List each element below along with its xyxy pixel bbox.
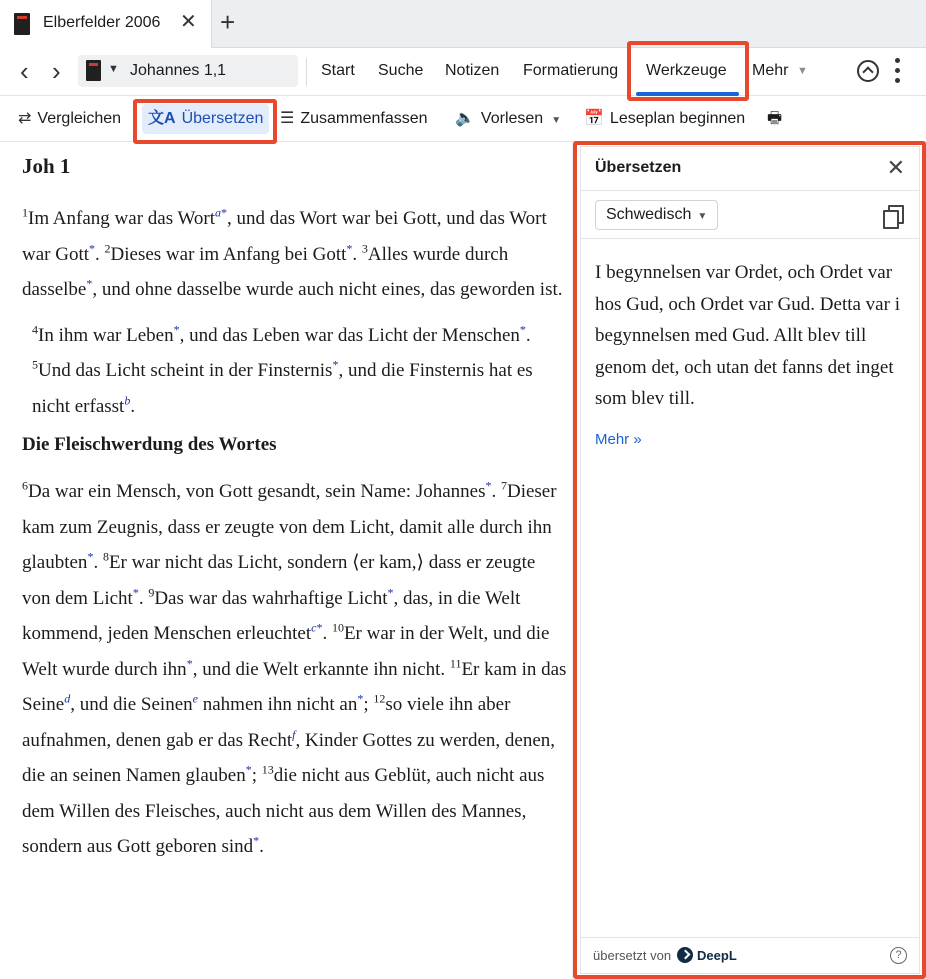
reference-marker[interactable]: * — [346, 241, 353, 256]
chevron-down-icon: ▼ — [697, 211, 708, 222]
more-options-icon[interactable] — [895, 58, 901, 84]
tools-toolbar — [0, 96, 926, 142]
verse-number: 7 — [500, 478, 507, 493]
verse-number: 12 — [373, 691, 386, 706]
verse-text: Er war in der Welt, und die Welt wurde durch ihn — [22, 623, 550, 680]
reference-marker[interactable]: * — [357, 691, 364, 706]
reference-marker[interactable]: * — [89, 241, 96, 256]
collapse-up-icon[interactable] — [857, 60, 879, 82]
panel-footer — [581, 937, 919, 973]
verse-text: Dieser kam zum Zeugnis, dass er zeugte von dem Licht, damit alle durch ihn glaubten — [22, 481, 557, 573]
summarize-button[interactable] — [280, 108, 428, 130]
verse-text: , und die Welt erkannte ihn nicht. — [192, 658, 446, 680]
nav-bar — [0, 48, 926, 96]
chevron-down-icon: ▼ — [797, 65, 808, 77]
reading-plan-button[interactable] — [584, 108, 745, 130]
speaker-icon: 🔈 — [455, 110, 475, 127]
verse-number: 8 — [102, 549, 109, 564]
verse-number: 2 — [104, 241, 111, 256]
menu-werkzeuge[interactable]: Werkzeuge — [646, 62, 727, 79]
translation-text: I begynnelsen var Ordet, och Ordet var hos Gud, och Ordet var Gud. Detta var i begynnelsen med Gud. Allt blev till genom det, och utan det fanns det inget som blev till. — [595, 262, 900, 409]
panel-title: Übersetzen — [595, 159, 682, 176]
tab-bar — [0, 0, 926, 48]
verse-text: , und die Seinen — [70, 694, 193, 715]
tab-title: Elberfelder 2006 — [43, 14, 161, 31]
verse-text: Er kam in das Seine — [22, 658, 567, 715]
verse-number: 4 — [32, 322, 38, 337]
reference-marker[interactable]: * — [332, 357, 339, 372]
read-aloud-button[interactable] — [455, 108, 561, 130]
translate-icon: 文A — [148, 110, 176, 127]
close-icon[interactable]: ✕ — [886, 155, 905, 180]
close-tab-icon[interactable]: ✕ — [180, 11, 197, 33]
reference-marker[interactable]: * — [221, 205, 228, 220]
verse-number: 1 — [22, 205, 28, 220]
verse-text: In ihm war Leben — [38, 324, 174, 346]
section-heading: Die Fleischwerdung des Wortes — [22, 434, 277, 455]
verse-text: Da war ein Mensch, von Gott gesandt, sein Name: Johannes — [28, 481, 486, 502]
verse-number: 11 — [449, 656, 462, 671]
back-arrow-icon[interactable]: ‹ — [20, 56, 29, 86]
language-row — [581, 191, 919, 239]
bible-text — [22, 148, 568, 978]
verse-number: 6 — [22, 478, 28, 493]
verse-text: Im Anfang war das Wort — [28, 208, 216, 229]
footer-prefix: übersetzt von — [593, 948, 672, 963]
more-link[interactable]: Mehr » — [595, 431, 642, 448]
reference-marker[interactable]: * — [87, 549, 94, 564]
read-aloud-label: Vorlesen — [480, 110, 544, 127]
footer-brand: DeepL — [697, 948, 737, 963]
verse-number: 13 — [261, 762, 274, 777]
translated-by — [593, 947, 737, 963]
menu-notizen[interactable]: Notizen — [445, 62, 500, 79]
tab-elberfelder[interactable] — [0, 0, 212, 48]
menu-formatierung[interactable]: Formatierung — [523, 62, 619, 79]
reference-marker[interactable]: * — [519, 322, 526, 337]
verse-text: , Kinder Gottes zu werden, denen, die an seinen Namen glauben — [22, 729, 556, 786]
swap-icon: ⇄ — [18, 110, 32, 127]
verse-text: , und das Wort war bei Gott, und das Wort war Gott — [22, 208, 547, 265]
language-value: Schwedisch — [606, 206, 692, 223]
bible-icon — [86, 60, 101, 81]
chevron-down-icon: ▼ — [551, 115, 562, 126]
footnote-marker[interactable]: f — [292, 727, 296, 742]
divider — [572, 145, 573, 979]
verse-text: Das war das wahrhaftige Licht — [154, 587, 388, 609]
reference-marker[interactable]: * — [86, 276, 93, 291]
footnote-marker[interactable]: a — [215, 205, 222, 220]
verse-number: 5 — [32, 357, 38, 372]
summarize-label: Zusammenfassen — [300, 110, 428, 127]
translate-button[interactable] — [142, 104, 269, 134]
copy-icon[interactable] — [883, 205, 901, 225]
verse-text: , und die Finsternis hat es nicht erfasst — [32, 360, 533, 417]
verse-text: , und ohne dasselbe wurde auch nicht eines, das geworden ist. — [92, 279, 563, 300]
help-icon[interactable]: ? — [890, 947, 907, 964]
reference-marker[interactable]: * — [387, 585, 394, 600]
chevron-down-icon: ▼ — [108, 63, 119, 75]
footnote-marker[interactable]: e — [192, 691, 198, 706]
menu-suche[interactable]: Suche — [378, 62, 424, 79]
verse-number: 10 — [331, 620, 344, 635]
menu-mehr[interactable]: Mehr — [752, 62, 789, 79]
verse-text: die nicht aus Geblüt, auch nicht aus dem Willen des Fleisches, auch nicht aus dem Willen des Mannes, sondern aus Gott geboren sind — [22, 765, 545, 857]
list-icon: ☰ — [280, 110, 295, 127]
verse-text: Er war nicht das Licht, sondern ⟨er kam,⟩ dass er zeugte von dem Licht — [22, 552, 536, 609]
verse-text: , das, in die Welt kommend, jeden Menschen erleuchtet — [22, 587, 521, 644]
reference-marker[interactable]: * — [245, 762, 252, 777]
verse-number: 9 — [148, 585, 155, 600]
verse-text: Alles wurde durch dasselbe — [22, 243, 509, 300]
deepl-logo-icon — [677, 947, 693, 963]
reference-marker[interactable]: * — [186, 656, 193, 671]
panel-header — [581, 147, 919, 191]
verse-text: Dieses war im Anfang bei Gott — [110, 243, 347, 265]
bible-icon — [14, 13, 30, 35]
passage-reference: Johannes 1,1 — [130, 62, 227, 79]
forward-arrow-icon[interactable]: › — [52, 56, 61, 86]
menu-start[interactable]: Start — [321, 62, 355, 79]
footnote-marker[interactable]: d — [64, 691, 71, 706]
translate-panel — [580, 146, 920, 974]
paragraph: $^4$In ihm war Leben*, und das Leben war das Licht der Menschen*. $^5$Und das Licht scheint in der Finsternis*, und die Finsternis hat es nicht erfasst$^b$. — [32, 322, 533, 417]
footnote-marker[interactable]: b — [124, 393, 131, 408]
reference-marker[interactable]: * — [132, 585, 139, 600]
paragraph: $^1$Im Anfang war das Wort$^{a*}$, und das Wort war bei Gott, und das Wort war Gott*. $^2$Dieses war im Anfang bei Gott*. $^3$Alles wurde durch dasselbe*, und ohne dasselbe wurde auch nicht eines, das geworden ist. — [22, 205, 563, 300]
language-dropdown[interactable] — [595, 200, 718, 230]
divider — [306, 58, 307, 86]
reference-marker[interactable]: * — [253, 833, 260, 848]
translate-label: Übersetzen — [181, 110, 264, 127]
print-icon[interactable]: 🖶 — [767, 110, 783, 127]
verse-text: Und das Licht scheint in der Finsternis — [38, 360, 333, 381]
passage-selector[interactable] — [78, 55, 298, 87]
new-tab-icon[interactable]: + — [220, 7, 236, 37]
reference-marker[interactable]: * — [316, 620, 323, 635]
verse-number: 3 — [361, 241, 368, 256]
verse-text: nahmen ihn nicht an — [197, 694, 358, 715]
calendar-check-icon: 📅 — [584, 110, 604, 127]
footnote-marker[interactable]: c — [311, 620, 317, 635]
paragraph: $^6$Da war ein Mensch, von Gott gesandt, sein Name: Johannes*. $^7$Dieser kam zum Zeugnis, dass er zeugte von dem Licht, damit alle durch ihn glaubten*. $^8$Er war nicht das Licht, sondern ⟨er kam,⟩ dass er zeugte von dem Licht*. $^9$Das war das wahrhaftige Licht*, das, in die Welt kommend, jeden Menschen erleuchtet$^{c*}$. $^{10}$Er war in der Welt, und die Welt wurde durch ihn*, und die Welt erkannte ihn nicht. $^{11}$Er kam in das Seine$^d$, und die Seinen$^e$ nahmen ihn nicht an*; $^{12}$so viele ihn aber aufnahmen, denen gab er das Recht$^f$, Kinder Gottes zu werden, denen, die an seinen Namen glauben*; $^{13}$die nicht aus Geblüt, auch nicht aus dem Willen des Fleisches, auch nicht aus dem Willen des Mannes, sondern aus Gott geboren sind*. — [22, 478, 567, 857]
reading-plan-label: Leseplan beginnen — [609, 110, 746, 127]
verse-text: so viele ihn aber aufnahmen, denen gab er das Recht — [22, 694, 511, 751]
verse-text: , und das Leben war das Licht der Menschen — [179, 324, 520, 346]
reference-marker[interactable]: * — [173, 322, 180, 337]
compare-label: Vergleichen — [37, 110, 122, 127]
compare-button[interactable] — [18, 108, 121, 130]
reference-marker[interactable]: * — [485, 478, 492, 493]
chapter-title: Joh 1 — [22, 154, 71, 178]
